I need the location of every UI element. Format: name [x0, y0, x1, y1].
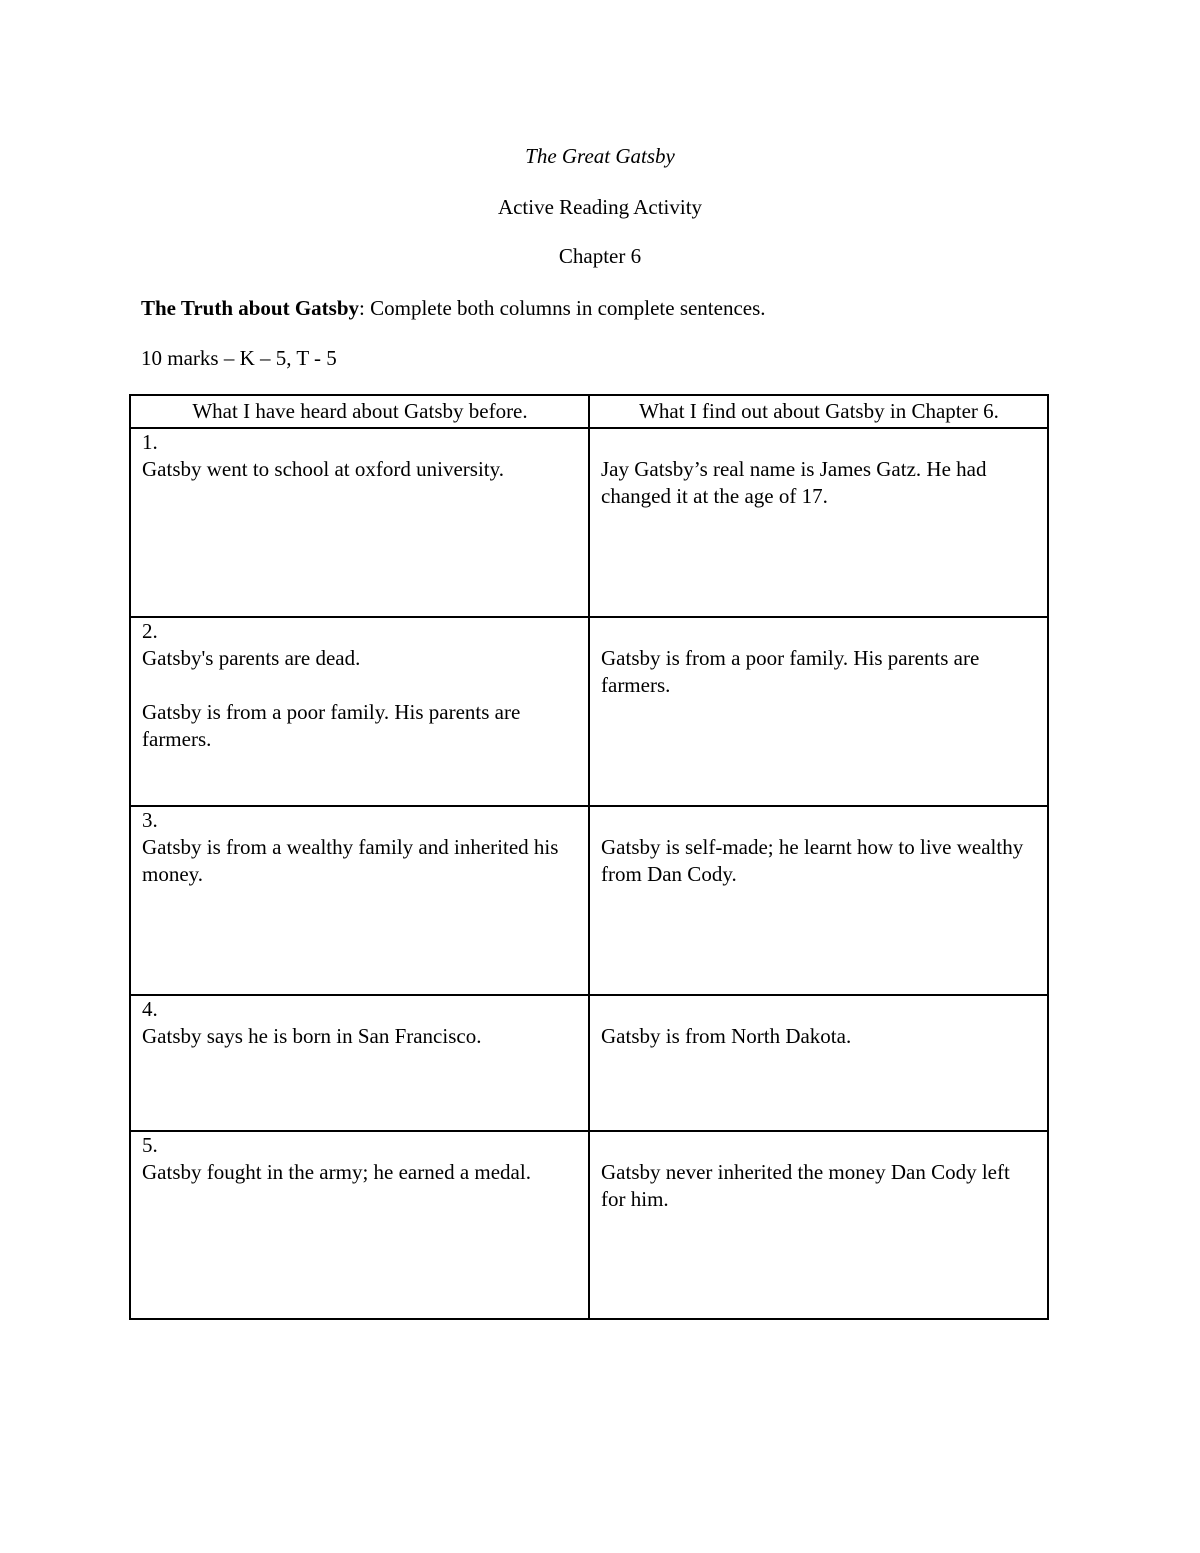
row-number: 5. — [142, 1133, 158, 1157]
instructions-bold: The Truth about Gatsby — [141, 296, 360, 320]
heard-text: Gatsby's parents are dead. — [142, 646, 361, 670]
document-title: The Great Gatsby — [525, 144, 675, 168]
row-number: 4. — [142, 997, 158, 1021]
comparison-table — [129, 394, 1049, 1320]
heard-text: Gatsby is from a wealthy family and inherited his money. — [142, 835, 559, 886]
found-text: Jay Gatsby’s real name is James Gatz. He had changed it at the age of 17. — [601, 457, 987, 508]
found-text: Gatsby never inherited the money Dan Cody left for him. — [601, 1160, 1010, 1211]
header-heard: What I have heard about Gatsby before. — [130, 395, 589, 428]
found-cell — [589, 1131, 1048, 1319]
heard-cell — [130, 995, 589, 1131]
heard-text: Gatsby is from a poor family. His parents are farmers. — [142, 700, 521, 751]
row-number: 1. — [142, 430, 158, 454]
table-row — [130, 428, 1048, 617]
found-text: Gatsby is from North Dakota. — [601, 1024, 852, 1048]
table-row — [130, 617, 1048, 806]
found-cell — [589, 806, 1048, 995]
instructions — [141, 295, 766, 321]
row-number: 3. — [142, 808, 158, 832]
found-text: Gatsby is from a poor family. His parents are farmers. — [601, 646, 980, 697]
table-header-row — [130, 395, 1048, 428]
heard-cell — [130, 428, 589, 617]
header-found: What I find out about Gatsby in Chapter 6. — [589, 395, 1048, 428]
table-row — [130, 995, 1048, 1131]
table-row — [130, 806, 1048, 995]
table-row — [130, 1131, 1048, 1319]
chapter-heading: Chapter 6 — [558, 244, 642, 268]
instructions-text: : Complete both columns in complete sentences. — [359, 296, 766, 320]
found-cell — [589, 617, 1048, 806]
heard-cell — [130, 617, 589, 806]
heard-text: Gatsby fought in the army; he earned a medal. — [142, 1160, 531, 1184]
heard-text: Gatsby says he is born in San Francisco. — [142, 1024, 482, 1048]
document-subtitle: Active Reading Activity — [497, 195, 703, 219]
row-number: 2. — [142, 619, 158, 643]
heard-cell — [130, 806, 589, 995]
marks-breakdown: 10 marks – K – 5, T - 5 — [141, 346, 337, 370]
found-text: Gatsby is self-made; he learnt how to live wealthy from Dan Cody. — [601, 835, 1024, 886]
found-cell — [589, 995, 1048, 1131]
heard-cell — [130, 1131, 589, 1319]
found-cell — [589, 428, 1048, 617]
heard-text: Gatsby went to school at oxford university. — [142, 457, 504, 481]
